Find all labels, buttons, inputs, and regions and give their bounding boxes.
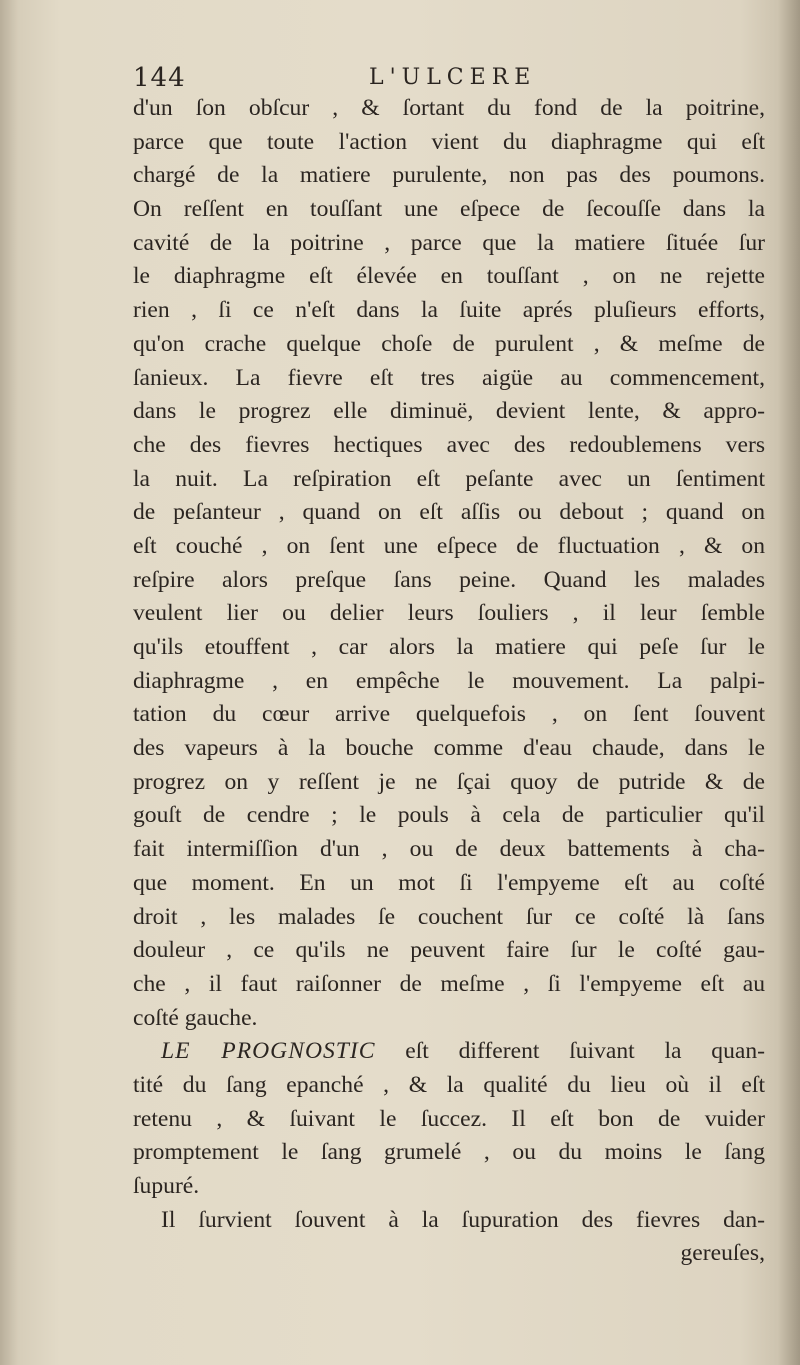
catchword: gereuſes, — [680, 1240, 765, 1267]
text-line: ſanieux. La fievre eſt tres aigüe au commencement, — [133, 364, 765, 391]
text-line: ſupuré. — [133, 1173, 200, 1199]
text-line: coſté gauche. — [133, 1004, 258, 1031]
text-line: des vapeurs à la bouche comme d'eau chaude, dans le — [133, 735, 765, 762]
page-number: 144 — [133, 63, 186, 93]
body-text — [133, 92, 765, 1271]
text-line: qu'on crache quelque choſe de purulent , & meſme de — [133, 330, 765, 357]
text-line: retenu , & ſuivant le ſuccez. Il eſt bon de vuider — [133, 1105, 765, 1132]
text-line: de peſanteur , quand on eſt aſſis ou debout ; quand on — [133, 499, 765, 526]
text-line: douleur , ce qu'ils ne peuvent faire ſur le coſté gau- — [133, 937, 765, 964]
prognostic-first-line-text: eſt different ſuivant la quan- — [405, 1038, 765, 1065]
text-line: che des fievres hectiques avec des redoublemens vers — [133, 431, 765, 458]
running-head: L'ULCERE — [369, 65, 537, 90]
text-line: droit , les malades ſe couchent ſur ce coſté là ſans — [133, 903, 765, 930]
prognostic-heading-line — [133, 1035, 765, 1069]
text-line: parce que toute l'action vient du diaphragme qui eſt — [133, 128, 765, 155]
text-line: promptement le ſang grumelé , ou du moins le ſang — [133, 1139, 765, 1166]
text-line: tation du cœur arrive quelquefois , on ſent ſouvent — [133, 701, 765, 728]
prognostic-heading: LE PROGNOSTIC — [161, 1038, 376, 1065]
text-line: fait intermiſſion d'un , ou de deux battements à cha- — [133, 836, 765, 863]
text-line: qu'ils etouffent , car alors la matiere qui peſe ſur le — [133, 634, 765, 660]
text-line: reſpire alors preſque ſans peine. Quand les malades — [133, 566, 765, 593]
text-line: d'un ſon obſcur , & ſortant du fond de la poitrine, — [133, 95, 765, 121]
text-line: cavité de la poitrine , parce que la matiere ſituée ſur — [133, 229, 765, 256]
text-line: dans le progrez elle diminuë, devient lente, & appro- — [133, 398, 765, 425]
text-line: che , il faut raiſonner de meſme , ſi l'empyeme eſt au — [133, 970, 765, 997]
text-line: le diaphragme eſt élevée en touſſant , on ne rejette — [133, 263, 765, 290]
text-line: Il ſurvient ſouvent à la ſupuration des fievres dan- — [161, 1206, 765, 1233]
text-line: tité du ſang epanché , & la qualité du lieu où il eſt — [133, 1071, 765, 1098]
text-line: rien , ſi ce n'eſt dans la ſuite aprés pluſieurs efforts, — [133, 297, 765, 324]
text-line: que moment. En un mot ſi l'empyeme eſt au coſté — [133, 869, 765, 896]
text-line: la nuit. La reſpiration eſt peſante avec un ſentiment — [133, 465, 765, 492]
text-line: On reſſent en touſſant une eſpece de ſecouſſe dans la — [133, 196, 765, 223]
text-line: chargé de la matiere purulente, non pas des poumons. — [133, 162, 765, 189]
text-line: veulent lier ou delier leurs ſouliers , il leur ſemble — [133, 600, 765, 627]
text-line: diaphragme , en empêche le mouvement. La palpi- — [133, 667, 765, 694]
text-line: progrez on y reſſent je ne ſçai quoy de putride & de — [133, 768, 765, 795]
text-line: gouſt de cendre ; le pouls à cela de particulier qu'il — [133, 802, 765, 829]
page-edge-shadow — [778, 0, 800, 1365]
text-line: eſt couché , on ſent une eſpece de fluctuation , & on — [133, 532, 765, 559]
